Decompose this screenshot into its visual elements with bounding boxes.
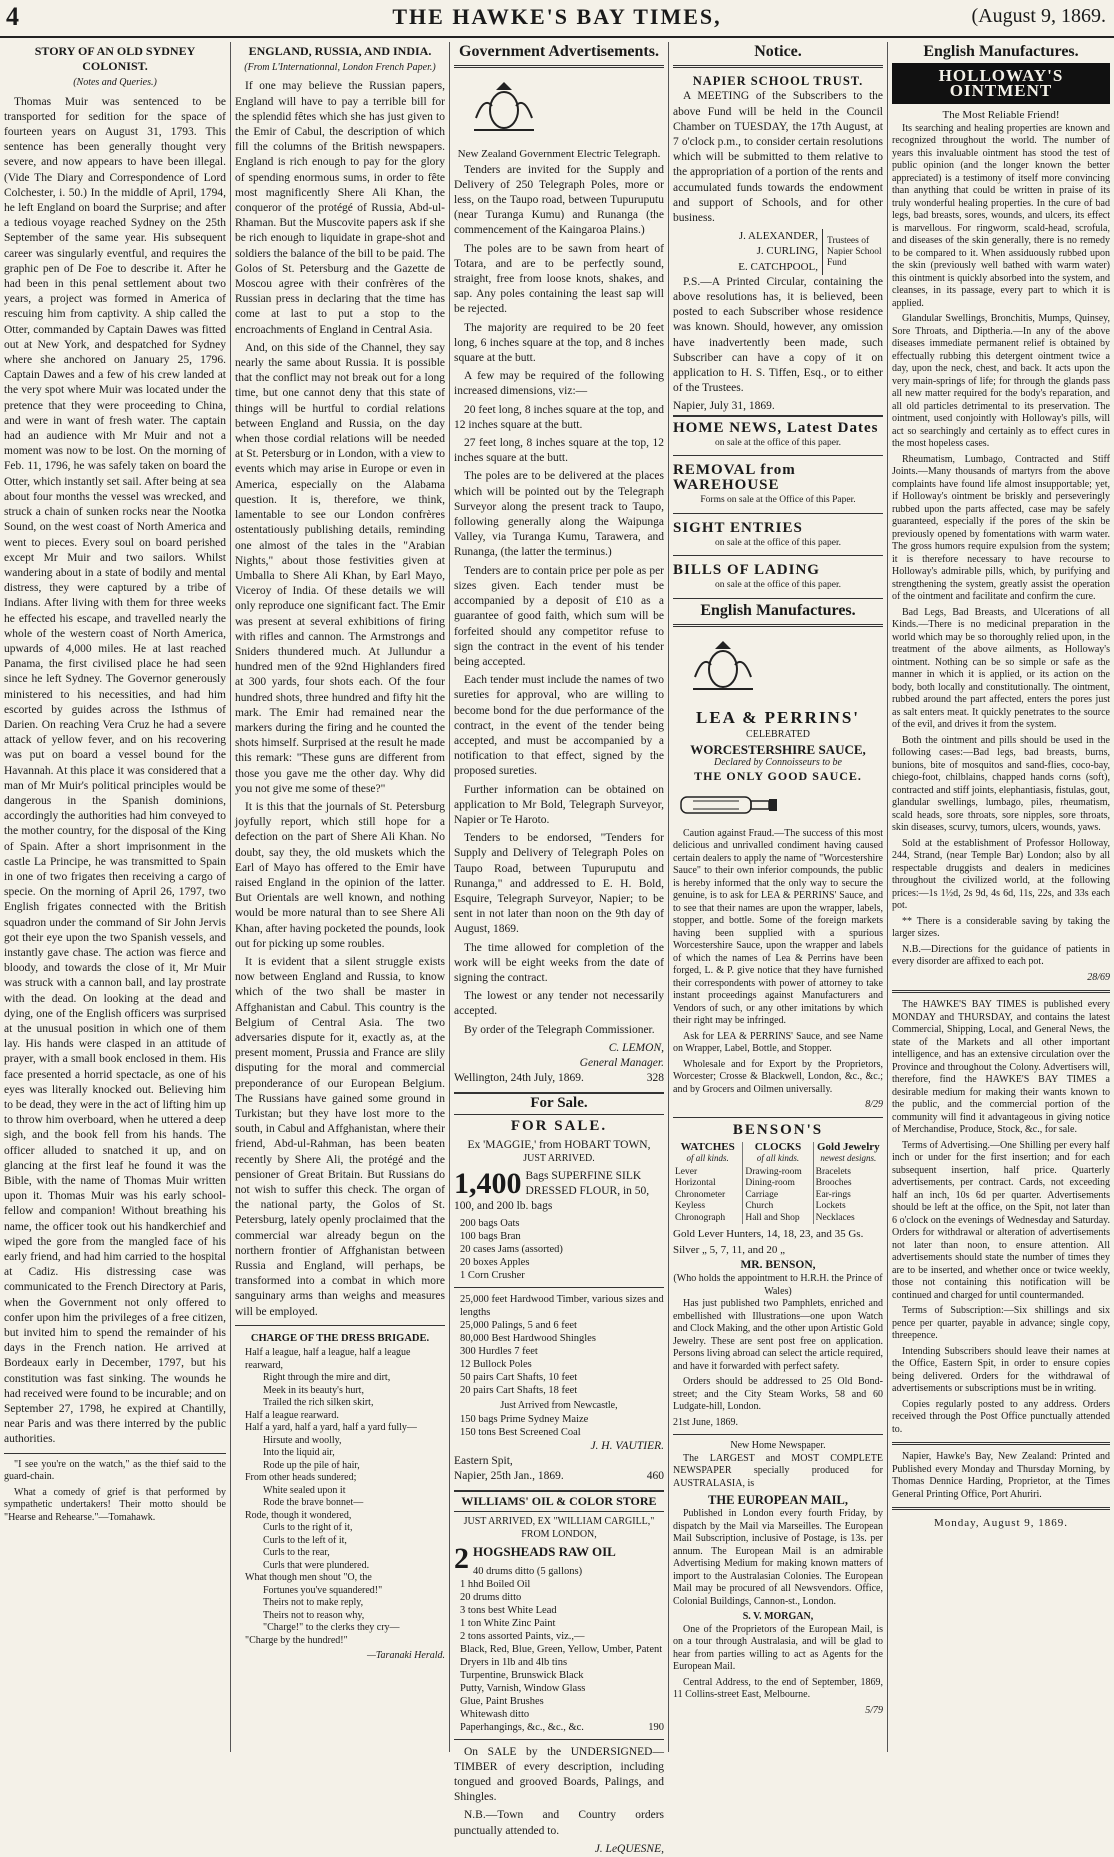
holloway-paragraph: Sold at the establishment of Professor Holloway, 244, Strand, (near Temple Bar) London; also by all respectable druggists and dealers in medicines throughout the civilized world, at the following prices:—1s 1½d, 2s 9d, 4s 6d, 11s, 22s, and 33s each pot. — [892, 837, 1110, 912]
list-item: 20 boxes Apples — [460, 1257, 530, 1269]
ad-subtitle: on sale at the office of this paper. — [715, 437, 841, 448]
list-item: 25,000 Palings, 5 and 6 feet — [460, 1320, 577, 1332]
poem-line: Rode up the pile of hair, — [263, 1459, 360, 1471]
list-item: 1 ton White Zinc Paint — [460, 1617, 556, 1629]
list-item: 12 Bullock Poles — [460, 1359, 532, 1371]
holloway-banner: HOLLOWAY'S OINTMENT — [892, 63, 1110, 103]
list-item: Putty, Varnish, Window Glass — [460, 1682, 586, 1694]
lea-perrins-celebrated: CELEBRATED — [746, 729, 810, 741]
ad-title: BILLS OF LADING — [673, 562, 820, 579]
benson-column-title: CLOCKS — [754, 1140, 802, 1153]
divider — [454, 1287, 664, 1288]
divider — [892, 990, 1110, 993]
list-item: Dining-room — [745, 1178, 795, 1189]
sale-list — [454, 1565, 664, 1734]
trustee-name: J. ALEXANDER, — [738, 230, 818, 243]
poem-line: What though men shout "O, the — [245, 1572, 372, 1584]
article-paragraph: It is evident that a silent struggle exists now between England and Russia, to know which of the two shall be master in Affghanistan and Cabul. This country is the Belgium of Central Asia. The two adversaries dispute for it, exactly as, at the present moment, Prussia and France are slily disputing for the moral and commercial preponderance of our European Belgium. The Russians have gained some ground in Turkistan; but they have lost more to the south, in Cabul and Affghanistan, where their friend, Abd-ul-Rahman, has been beaten recently by Shere Ali, the protégé and the pensioner of Great Britain. But Russians do not wish to suffer this check. The organ of the national party, the Golos of St. Petersburg, lately openly proclaimed that the commercial war already begun on the northern frontier of Affghanistan between Russia and England, will perhaps, be transformed into a combat in which more sanguinary arms than weighs and measures will be employed. — [235, 955, 445, 1318]
tender-paragraph: A few may be required of the following increased dimensions, viz:— — [454, 370, 664, 398]
anecdote: What a comedy of grief is that performed by sympathetic undertakers! Their motto should be "Hearse and Rehearse."—Tomahawk. — [4, 1486, 226, 1523]
tender-paragraph: Tenders are invited for the Supply and Delivery of 250 Telegraph Poles, more or less, on the Taupo road, between Tupuruputu (near Turanga Kumu) and Runanga (the commencement of the Kaingaroa Plains.) — [454, 163, 664, 237]
holloway-paragraph: Rheumatism, Lumbago, Contracted and Stiff Joints.—Many thousands of martyrs from the above complaints have found life almost insupportable; yet, if Holloway's ointment be briskly and perseveringly rubbed upon the parts affected, case may be safely guaranteed, especially if the pores of the skin be previously opened by fomentations with warm water. The gross humors require expulsion from the system; it is therefore necessary to have recourse to Holloway's admirable pills, which, by purifying and strengthening the system, greatly assist the operation of the ointment and facilitate and confirm the cure. — [892, 453, 1110, 603]
benson-heading: BENSON'S — [732, 1121, 824, 1138]
poem-source: —Taranaki Herald. — [367, 1650, 445, 1662]
list-item: Glue, Paint Brushes — [460, 1695, 544, 1707]
tender-paragraph: The poles are to be sawn from heart of Totara, and are to be perfectly sound, straight, free from loose knots, shakes, and sap. Any poles containing the least sap will be rejected. — [454, 242, 664, 316]
sauce-bottle-icon — [673, 789, 783, 819]
times-terms: Intending Subscribers should leave their names at the Office, Eastern Spit, in order to ensure copies being delivered. Orders for the withdrawal of advertisements or subscriptions must be in writing. — [892, 1345, 1110, 1395]
benson-name: MR. BENSON, — [740, 1258, 816, 1271]
lequesne-name: J. LeQUESNE, — [594, 1842, 664, 1855]
list-item: 20 cases Jams (assorted) — [460, 1244, 563, 1256]
benson-column-subtitle: newest designs. — [820, 1153, 877, 1164]
list-item: 20 drums ditto — [460, 1591, 522, 1603]
times-terms: Terms of Subscription:—Six shillings and six pence per quarter, payable in advance; single copy, threepence. — [892, 1305, 1110, 1342]
ad-number: 190 — [648, 1721, 664, 1733]
list-item: 2 tons assorted Paints, viz.,— — [460, 1630, 585, 1642]
list-item: Hall and Shop — [745, 1212, 800, 1223]
poem-line: "Charge!" to the clerks they cry— — [263, 1622, 400, 1634]
divider — [673, 624, 883, 627]
article-source: (Notes and Queries.) — [73, 77, 157, 89]
poem-line: Half a league rearward. — [245, 1409, 339, 1421]
tender-paragraph: The lowest or any tender not necessarily accepted. — [454, 990, 664, 1018]
article-heading: STORY OF AN OLD SYDNEY COLONIST. — [34, 44, 196, 74]
list-item: 3 tons best White Lead — [460, 1604, 557, 1616]
article-paragraph: It is this that the journals of St. Petersburg joyfully report, which still hope for a defection on the part of Shere Ali Khan. No doubt, say they, the old muskets which the Earl of Mayo has offered to the Emir have raised England in the opinion of the latter. But Orientals are well known, and nothing would be more natural than to see Shere Ali Khan, after having pocketed the pounds, look out for picking up some roubles. — [235, 800, 445, 950]
poem-line: Rode the brave bonnet— — [263, 1497, 364, 1509]
poem-line: Meek in its beauty's hurt, — [263, 1384, 364, 1396]
poem-line: Trailed the rich silken skirt, — [263, 1397, 374, 1409]
poem-line: Rode, though it wondered, — [245, 1509, 352, 1521]
ad-number: 5/79 — [865, 1704, 883, 1716]
trustees-label: Trustees of Napier School Fund — [827, 235, 882, 268]
benson-column — [743, 1142, 813, 1225]
signer-name: C. LEMON, — [608, 1041, 664, 1054]
list-item: Paperhangings, &c., &c., &c. — [460, 1721, 584, 1733]
times-terms: Terms of Advertising.—One Shilling per every half inch or under for the first insertion; and for each subsequent insertion, half price. Quarterly advertisements, per contract. Cards, not exceeding half an inch, 10s 6d per quarter. Advertisements should be left at the office, on the Spit, not later than 6 o'clock on the evenings of Wednesday and Saturday. Orders for withdrawal or alteration of advertisements not later than noon, to ensure attention. All advertisements should state the number of times they are to be inserted, and whether once or twice weekly, those not containing this notification will be continued and charged for until countermanded. — [892, 1139, 1110, 1301]
page-number: 4 — [6, 2, 19, 31]
poem-line: Curls to the rear, — [263, 1547, 330, 1559]
poem-line: Into the liquid air, — [263, 1447, 335, 1459]
poem-line: Curls that were plundered. — [263, 1559, 370, 1571]
list-item: 25,000 feet Hardwood Timber, various sizes and lengths — [460, 1294, 664, 1319]
lea-perrins-heading: LEA & PERRINS' — [695, 707, 861, 727]
holloway-paragraph: Bad Legs, Bad Breasts, and Ulcerations of all Kinds.—There is no medicinal preparation in the world which may be so thoroughly relied upon, in the treatment of the above ailments, as Holloway's ointment. Nothing can be so simple or safe as the manner in which it is applied, or its action on the body, both locally and constitutionally. The ointment, rubbed around the part affected, enters the pores just as salt enters meat. It quickly penetrates to the source of the evil, and drives it from the system. — [892, 606, 1110, 731]
royal-arms-icon — [454, 78, 554, 138]
mail-morgan: S. V. MORGAN, — [742, 1611, 814, 1623]
trustee-name: E. CATCHPOOL, — [738, 260, 818, 273]
list-item: 1 Corn Crusher — [460, 1270, 525, 1282]
sale-list — [454, 1293, 664, 1397]
list-item: 50 pairs Cart Shafts, 10 feet — [460, 1372, 578, 1384]
article-paragraph: And, on this side of the Channel, they say nearly the same about Russia. It is possible that the conflict may not break out for a long time, but one cannot deny that this state of things will be hurtful to cordial relations between England and Russia, on the day when those cordial relations will be needed at St. Petersburg or in London, with a view to events which may arise in Europe or even in America, especially on the Alabama question. It is, therefore, we think, lamentable to see our London confrères ostentatiously publishing details, reminding one almost of the tales in the "Arabian Nights," about those festivities given at Umballa to Shere Ali Khan, by Earl Mayo, Viceroy of India. Of these details we will only reproduce one significant fact. The Emir was present at several exhibitions of firing with rifles and cannon. The Armstrongs and Sniders thundered much. At Jullundur a hundred men of the 92nd Highlanders fired at 300 yards, four shots each. Of the four hundred shots, three hundred and fifty hit the mark. The Emir had remained near the markers during the firing and he counted the shots himself. Surprised at the result he made this remark: "These guns are different from those you gave me the other day. Why did you not give me some of these?" — [235, 341, 445, 795]
trustee-name: J. CURLING, — [756, 245, 818, 258]
tender-paragraph: 27 feet long, 8 inches square at the top, 12 inches square at the butt. — [454, 437, 664, 465]
sight-entries-ad — [673, 517, 883, 556]
list-item: 100 bags Bran — [460, 1231, 521, 1243]
newspaper-title: THE HAWKE'S BAY TIMES, — [392, 4, 722, 29]
divider — [454, 65, 664, 68]
vautier-location: Eastern Spit, — [454, 1454, 513, 1467]
telegraph-heading: New Zealand Government Electric Telegraph. — [457, 148, 661, 161]
tender-paragraph: Each tender must include the names of two sureties for approval, who are willing to become bond for the due performance of the contract, in the event of the tender being accepted, and must be accompanied by a notification to that effect, signed by the proposed sureties. — [454, 674, 664, 778]
poem-line: Half a yard, half a yard, half a yard fully— — [245, 1422, 417, 1434]
article-heading: ENGLAND, RUSSIA, AND INDIA. — [248, 44, 432, 58]
ad-heading: FOR SALE. — [510, 1117, 608, 1134]
tender-paragraph: Further information can be obtained on application to Mr Bold, Telegraph Surveyor, Napier or Te Haroto. — [454, 783, 664, 826]
tender-paragraph: By order of the Telegraph Commissioner. — [464, 1023, 655, 1036]
list-item: Keyless — [675, 1201, 706, 1212]
imprint: Napier, Hawke's Bay, New Zealand: Printed and Published every Monday and Thursday Morning, by Thomas Dennice Harding, Proprietor, at the Times General Printing Office, Port Ahuriri. — [892, 1451, 1110, 1500]
ship-name: Ex 'MAGGIE,' from HOBART TOWN, — [467, 1138, 651, 1151]
list-item: 80,000 Best Hardwood Shingles — [460, 1333, 596, 1345]
section-heading: For Sale. — [454, 1092, 664, 1114]
poem-line: Curls to the left of it, — [263, 1534, 347, 1546]
newcastle-label: Just Arrived from Newcastle, — [500, 1400, 618, 1412]
benson-orders: Orders should be addressed to 25 Old Bond-street; and the City Steam Works, 58 and 60 Ludgate-hill, London. — [673, 1376, 883, 1413]
tender-paragraph: Tenders to be endorsed, "Tenders for Supply and Delivery of Telegraph Poles on Taupo Road, between Tupuruputu and Runanga," and addressed to E. H. Bold, Esquire, Telegraph Surveyor, Napier; to be sent in not later than noon on the 9th day of August, 1869. — [454, 832, 664, 936]
divider — [892, 1507, 1110, 1510]
vautier-date: Napier, 25th Jan., 1869. — [454, 1470, 564, 1483]
mail-address: Central Address, to the end of September, 1869, 11 Collins-street East, Melbourne. — [673, 1676, 883, 1701]
times-terms: The HAWKE'S BAY TIMES is published every MONDAY and THURSDAY, and contains the latest Commercial, Shipping, Local, and General News, the state of the Markets and all other important intelligence, and has an extensive circulation over the Province and throughout the Colony. Advertisers will, therefore, find the HAWKE'S BAY TIMES a desirable medium for making their wants known to the public, and the commercial portion of the community will find it advantageous in giving notice of Merchandise, Produce, Stock, &c., for sale. — [892, 999, 1110, 1136]
divider — [892, 1442, 1110, 1445]
timber-note: N.B.—Town and Country orders punctually attended to. — [454, 1809, 664, 1837]
column-english-manufactures — [888, 42, 1114, 1752]
benson-column — [814, 1142, 883, 1225]
mail-title: THE EUROPEAN MAIL, — [708, 1493, 848, 1508]
mail-new-label: New Home Newspaper. — [730, 1440, 826, 1452]
ad-number: 328 — [646, 1072, 664, 1085]
lea-perrins-wholesale: Wholesale and for Export by the Proprietors, Worcester; Crosse & Blackwell, London, &c., &c.; and by Grocers and Oilmen universally. — [673, 1058, 883, 1095]
lea-perrins-ask: Ask for LEA & PERRINS' Sauce, and see Name on Wrapper, Label, Bottle, and Stopper. — [673, 1030, 883, 1055]
list-item: Ear-rings — [815, 1189, 851, 1200]
cargill-label: JUST ARRIVED, EX "WILLIAM CARGILL," FROM LONDON, — [463, 1516, 655, 1540]
poem-line: Half a league, half a league, half a league rearward, — [245, 1347, 411, 1371]
divider — [673, 1434, 883, 1435]
masthead — [0, 0, 1114, 38]
benson-date: 21st June, 1869. — [673, 1416, 738, 1428]
list-item: Chronometer — [675, 1189, 726, 1200]
section-heading: English Manufactures. — [700, 601, 856, 619]
lea-perrins-declared: Declared by Connoisseurs to be — [714, 756, 842, 768]
list-item: Turpentine, Brunswick Black — [460, 1669, 584, 1681]
issue-date: (August 9, 1869. — [971, 5, 1106, 27]
poem-line: Fortunes you've squandered!" — [263, 1584, 383, 1596]
list-item: Church — [745, 1201, 774, 1212]
ad-number: 460 — [646, 1470, 664, 1483]
list-item: Brooches — [815, 1178, 852, 1189]
column-government-ads — [450, 42, 668, 1855]
divider — [454, 1739, 664, 1740]
ad-number: 8/29 — [865, 1099, 883, 1111]
trust-postscript: P.S.—A Printed Circular, containing the above resolutions has, it is believed, been posted to each Subscriber whose residence was known. Should, however, any omission have inadvertently been made, such Subscriber can have a copy of it on application to H. S. Tiffen, Esq., or to either of the Trustees. — [673, 275, 883, 395]
benson-appointment: (Who holds the appointment to H.R.H. the Prince of Wales) — [673, 1273, 883, 1297]
hogsheads-count: 2 — [454, 1542, 469, 1576]
sale-list — [454, 1217, 664, 1282]
article-source: (From L'Internationnal, London French Paper.) — [244, 62, 436, 74]
column-england-russia — [231, 42, 449, 1752]
list-item: Drawing-room — [745, 1166, 802, 1177]
list-item: Chronograph — [675, 1212, 726, 1223]
benson-column-title: WATCHES — [680, 1140, 735, 1153]
divider — [673, 1117, 883, 1118]
divider — [235, 1325, 445, 1326]
benson-paragraph: Has just published two Pamphlets, enriched and embellished with Illustrations—one upon Watch and Clock Making, and the other upon Artistic Gold Jewelry. These are sent post free on application. Persons living abroad can select the article required, and have it forwarded with perfect safety. — [673, 1298, 883, 1372]
holloway-paragraph: N.B.—Directions for the guidance of patients in every disorder are affixed to each pot. — [892, 943, 1110, 968]
benson-grid — [673, 1142, 883, 1225]
list-item: Carriage — [745, 1189, 779, 1200]
tender-paragraph: 20 feet long, 8 inches square at the top, and 12 inches square at the butt. — [454, 403, 664, 431]
tender-paragraph: The time allowed for completion of the work will be eight weeks from the date of signing the contract. — [454, 941, 664, 984]
lea-perrins-tagline: THE ONLY GOOD SAUCE. — [694, 769, 862, 784]
lea-perrins-sauce: WORCESTERSHIRE SAUCE, — [690, 741, 866, 757]
list-item: 200 bags Oats — [460, 1218, 520, 1230]
williams-heading: WILLIAMS' OIL & COLOR STORE — [454, 1490, 664, 1512]
mail-paragraph: Published in London every fourth Friday, by dispatch by the Mail via Marseilles. The European Mail Subscription, inclusive of Postage, is 13s. per annum. The European Mail is an admirable Advertising Medium for making known matters of import to the Australasian Colonies. The European Mail may be procured of all Newsvendors. Office, Colonial Buildings, Cannon-st., London. — [673, 1508, 883, 1607]
royal-arms-icon — [673, 637, 773, 697]
tender-paragraph: The poles are to be delivered at the places which will be pointed out by the Telegraph Surveyor along the present track to Taupo, following generally along the Waipunga Valley, via Turanga Kumu, Tarawera, and Runanga, (the latter the terminus.) — [454, 470, 664, 559]
timber-notice: On SALE by the UNDERSIGNED—TIMBER of every description, including tongued and grooved Boards, Palings, and Shingles. — [454, 1745, 664, 1804]
footer-date: Monday, August 9, 1869. — [933, 1517, 1069, 1530]
ad-subtitle: on sale at the office of this paper. — [715, 580, 841, 591]
bags-count: 1,400 — [454, 1166, 522, 1200]
lea-perrins-caution: Caution against Fraud.—The success of this most delicious and unrivalled condiment having caused certain dealers to apply the name of "Worcestershire Sauce" to their own inferior compounds, the public is hereby informed that the only way to secure the genuine, is to ask for LEA & PERRINS' Sauce, and to see that their names are upon the wrapper, labels, stopper, and bottle. Some of the foreign markets having been supplied with a spurious Worcestershire Sauce, upon the wrapper and labels of which the names of Lea & Perrins have been forged, L. & P. give notice that they have furnished their correspondents with power of attorney to take instant proceedings against Manufacturers and Vendors of such, or any other imitations by which their right may be infringed. — [673, 827, 883, 1027]
flour-description: Bags SUPERFINE SILK DRESSED FLOUR, in 50, 100, and 200 lb. bags — [454, 1169, 650, 1212]
list-item: 40 drums ditto (5 gallons) — [473, 1565, 583, 1577]
list-item: 20 pairs Cart Shafts, 18 feet — [460, 1385, 578, 1397]
benson-column-subtitle: of all kinds. — [686, 1153, 729, 1164]
list-item: Necklaces — [815, 1212, 855, 1223]
anecdote: "I see you're on the watch," as the thief said to the guard-chain. — [4, 1458, 226, 1483]
ad-title: REMOVAL from WAREHOUSE — [673, 462, 796, 494]
ad-subtitle: on sale at the office of this paper. — [715, 537, 841, 548]
list-item: Black, Red, Blue, Green, Yellow, Umber, Patent Dryers in 1lb and 4lb tins — [460, 1643, 663, 1668]
list-item: Lockets — [815, 1201, 846, 1212]
benson-column — [673, 1142, 743, 1225]
ad-subtitle: Forms on sale at the Office of this Paper. — [700, 495, 856, 506]
list-item: 150 tons Best Screened Coal — [460, 1426, 581, 1438]
trust-paragraph: A MEETING of the Subscribers to the above Fund will be held in the Council Chamber on TUESDAY, the 17th August, at 7 o'clock p.m., to consider certain resolutions which will be submitted to them relative to the appropriation of a portion of the rents and accumulated funds towards the endowment and support of Schools, and for other business. — [673, 90, 883, 225]
list-item: 150 bags Prime Sydney Maize — [460, 1413, 589, 1425]
times-terms: Copies regularly posted to any address. Orders received through the Post Office punctually attended to. — [892, 1398, 1110, 1435]
hogsheads-label: HOGSHEADS RAW OIL — [473, 1544, 616, 1560]
section-heading: Notice. — [754, 43, 802, 60]
ad-title: SIGHT ENTRIES — [673, 519, 803, 536]
trust-heading: NAPIER SCHOOL TRUST. — [692, 74, 864, 89]
tender-paragraph: Tenders are to contain price per pole as per sizes given. Each tender must be accompanied by a deposit of £10 as a guarantee of good faith, which sum will be forfeited should any competitor refuse to sign the contract in the event of his tender being accepted. — [454, 564, 664, 668]
divider — [4, 1453, 226, 1454]
column-notices — [669, 42, 887, 1752]
poem — [235, 1347, 445, 1647]
holloway-paragraph: Both the ointment and pills should be used in the following cases:—Bad legs, bad breasts, burns, bunions, bite of mosquitos and sand-flies, coco-bay, chiego-foot, chilblains, chapped hands corns (soft), contracted and stiff joints, elephantiasis, fistulas, gout, glandular swellings, lumbago, piles, rheumatism, scald heads, sore throats, sore nipples, sore throats, skin diseases, scurvy, tumors, ulcers, wounds, yaws. — [892, 734, 1110, 834]
signer-date: Wellington, 24th July, 1869. — [454, 1072, 584, 1085]
holloway-paragraph: ** There is a considerable saving by taking the larger sizes. — [892, 915, 1110, 940]
trust-date: Napier, July 31, 1869. — [673, 400, 775, 413]
poem-line: White sealed upon it — [263, 1484, 346, 1496]
mail-intro: The LARGEST and MOST COMPLETE NEWSPAPER specially produced for AUSTRALASIA, is — [673, 1452, 883, 1489]
holloway-paragraph: Glandular Swellings, Bronchitis, Mumps, Quinsey, Sore Throats, and Diptheria.—In any of the above diseases immediate permanent relief is obtained by effectually rubbing this detergent ointment twice a day, upon the neck, chest, and back. It acts upon the very main-springs of life; for through the glands pass all new matter required for the body's reparation, and all old particles detrimental to its preservation. The ointment, used conjointly with Holloway's pills, will act so searchingly and certainly as to effect cures in the most hopeless cases. — [892, 313, 1110, 450]
benson-column-subtitle: of all kinds. — [756, 1153, 800, 1164]
list-item: Lever — [675, 1166, 698, 1177]
list-item: Horizontal — [675, 1178, 716, 1189]
poem-line: Hirsute and woolly, — [263, 1434, 342, 1446]
list-item: Bracelets — [815, 1166, 851, 1177]
poem-line: "Charge by the hundred!" — [245, 1634, 348, 1646]
article-paragraph: If one may believe the Russian papers, England will have to pay a terrible bill for the splendid fêtes which she has just given to the Emir of Cabul, the description of which fill the columns of the British newspapers. England is rich enough to pay for the glory of spending enormous sums, in order to fête most magnificently Shere Ali Khan, the conqueror of the protégé of Russia, Abd-ul-Rhaman. But the Muscovite papers ask if she be rich enough to liquidate in grape-shot and soldiers the balance of the bill to be paid. The Golos of St. Petersburg and the Gazette de Moscou agree with their confrères of the Russian press in declaring that the time has come at last to put a stop to the encroachments of England in Central Asia. — [235, 80, 445, 336]
divider — [673, 65, 883, 68]
ad-number: 28/69 — [1087, 971, 1110, 983]
vautier-name: J. H. VAUTIER. — [590, 1439, 664, 1452]
article-paragraph: Thomas Muir was sentenced to be transported for sedition for the space of fourteen years on August 31, 1793. This sentence has been generally thought very severe, and now appears to have been illegal. (Vide The Diary and Correspondence of Lord Colchester, i. 50.) In the middle of April, 1794, he left England on board the Surprise; and after a tedious voyage reached Sydney on the 25th September of the same year. His subsequent career was singularly eventful, and requires the graphic pen of De Foe to describe it. After he had been in this penal settlement about two years, a project was formed in America of rescuing him from captivity. A ship called the Otter, commanded by Captain Dawes was fitted out at New York, and despatched for Sydney where she anchored on January 25, 1796. Captain Dawes and a few of his crew landed at the very spot where Muir was located under the pretence that they were proceeding to China, and were in want of fresh water. The captain had an audience with Mr Muir and not a moment was now to be lost. On the morning of Feb. 11, 1796, he was safely taken on board the Otter, which instantly set sail. After being at sea about four months the vessel was wrecked, and struck a chain of sunken rocks near the Nootka Sound, on the west coast of North America and went to pieces. Every soul on board perished except Mr Muir and two sailors. Whilst wandering about in a state of bodily and mental distress, they were captured by a tribe of Indians. After living with them for three weeks he effected his escape, and travelled nearly the whole of the western coast of North America, upwards of 4,000 miles. He at last reached Panama, the first civilised place he had seen since he left Sydney. The Governor generously ministered to his necessities, and had him escorted by guides across the Isthmus of Darien. On reaching Vera Cruz he had a severe attack of yellow fever, and on his recovering was put on board a vessel bound for the Havannah. At this place it was considered that a man of Mr Muir's political principles would be dangerous in the Spanish dominions, accordingly the authorities had him conveyed to the mother country, for the disposal of the King of Spain. After a short imprisonment in the castle La Principe, he was transmitted to Spain in one of two frigates then receiving a cargo of specie. On the morning of April 26, 1797, two English frigates connected with the British squadron under the command of Sir John Jervis got their eye upon the two Spanish vessels, and instantly gave chase. The action was fierce and bloody, and towards the close of it, Mr Muir was struck with a cannon ball, and lay prostrate with the dead. On looking at the dead and dying, one of the English officers was surprised at the unusual position in which one of them lay. His hands were clasped in an attitude of prayer, with a small book enclosed in them. His face presented a horrid spectacle, as one of his eyes was literally knocked out. Believing him to be dead, they were in the act of lifting him up to throw him overboard, when he uttered a deep sigh, and the book fell from his hands. The officer alluded to snatched it up, and on glancing at the first leaf he found it was the Bible, with the name of Thomas Muir written upon it. Thomas Muir was his early school-fellow and companion! Without breathing his name, the officer took out his handkerchief and wiped the gore from the mangled face of his early friend, and had him carried to the hospital at Cadiz. His distressing case was communicated to the French Directory at Paris, when the Government not only offered to confer upon him the privileges of a free citizen, but invited him to spend the remainder of his days in the French nation. He arrived at Bordeaux early in December, 1797, but his constitution was fast sinking. The wounds he had received were found to be incurable; and on September 27, 1798, he expired at Chantilly, near Paris and was there interred by the public authorities. — [4, 95, 226, 1446]
list-item: Whitewash ditto — [460, 1708, 530, 1720]
holloway-paragraph: Its searching and healing properties are known and recognized throughout the world. The number of years this invaluable ointment has stood the test of public opinion (and the longer known the better appreciated) is a testimony of itself more convincing than anything that could be written in praise of its truly wonderful healing properties. In the cure of bad legs, bad breasts, sores, wounds, and ulcers, its effect is marvellous. For ringworm, scald-head, scrofula, and diseases of the skin generally, there is no remedy to be compared to it. When assiduously rubbed upon the skin (previously well bathed with warm water) this ointment is quickly absorbed into the system, and cleanses, in its passage, every part to which it is applied. — [892, 122, 1110, 309]
bills-of-lading-ad — [673, 559, 883, 598]
holloway-tagline: The Most Reliable Friend! — [942, 108, 1060, 121]
benson-column-title: Gold Jewelry — [817, 1140, 880, 1153]
signer-title: General Manager. — [579, 1056, 664, 1069]
poem-line: Theirs not to reason why, — [263, 1609, 365, 1621]
poem-line: Curls to the right of it, — [263, 1522, 353, 1534]
arrived-label: JUST ARRIVED. — [523, 1153, 595, 1164]
list-item: 300 Hurdles 7 feet — [460, 1346, 538, 1358]
home-news-ad — [673, 415, 883, 456]
section-heading: Government Advertisements. — [459, 43, 659, 60]
tender-paragraph: The majority are required to be 20 feet long, 6 inches square at the top, and 8 inches square at the butt. — [454, 321, 664, 365]
ad-title: HOME NEWS, Latest Dates — [673, 419, 879, 436]
sale-list — [454, 1413, 664, 1439]
mail-paragraph: One of the Proprietors of the European Mail, is on a tour through Australasia, and will be glad to hear from parties willing to act as Agents for the European Mail. — [673, 1623, 883, 1673]
column-story — [0, 42, 230, 1752]
section-heading: English Manufactures. — [923, 43, 1079, 60]
list-item: 1 hhd Boiled Oil — [460, 1578, 531, 1590]
poem-heading: CHARGE OF THE DRESS BRIGADE. — [250, 1332, 430, 1344]
poem-line: Right through the mire and dirt, — [263, 1372, 391, 1384]
benson-prices: Gold Lever Hunters, 14, 18, 23, and 35 Gs. Silver „ 5, 7, 11, and 20 „ — [673, 1228, 864, 1256]
poem-line: Theirs not to make reply, — [263, 1597, 364, 1609]
removal-ad — [673, 459, 883, 514]
poem-line: From other heads sundered; — [245, 1472, 357, 1484]
